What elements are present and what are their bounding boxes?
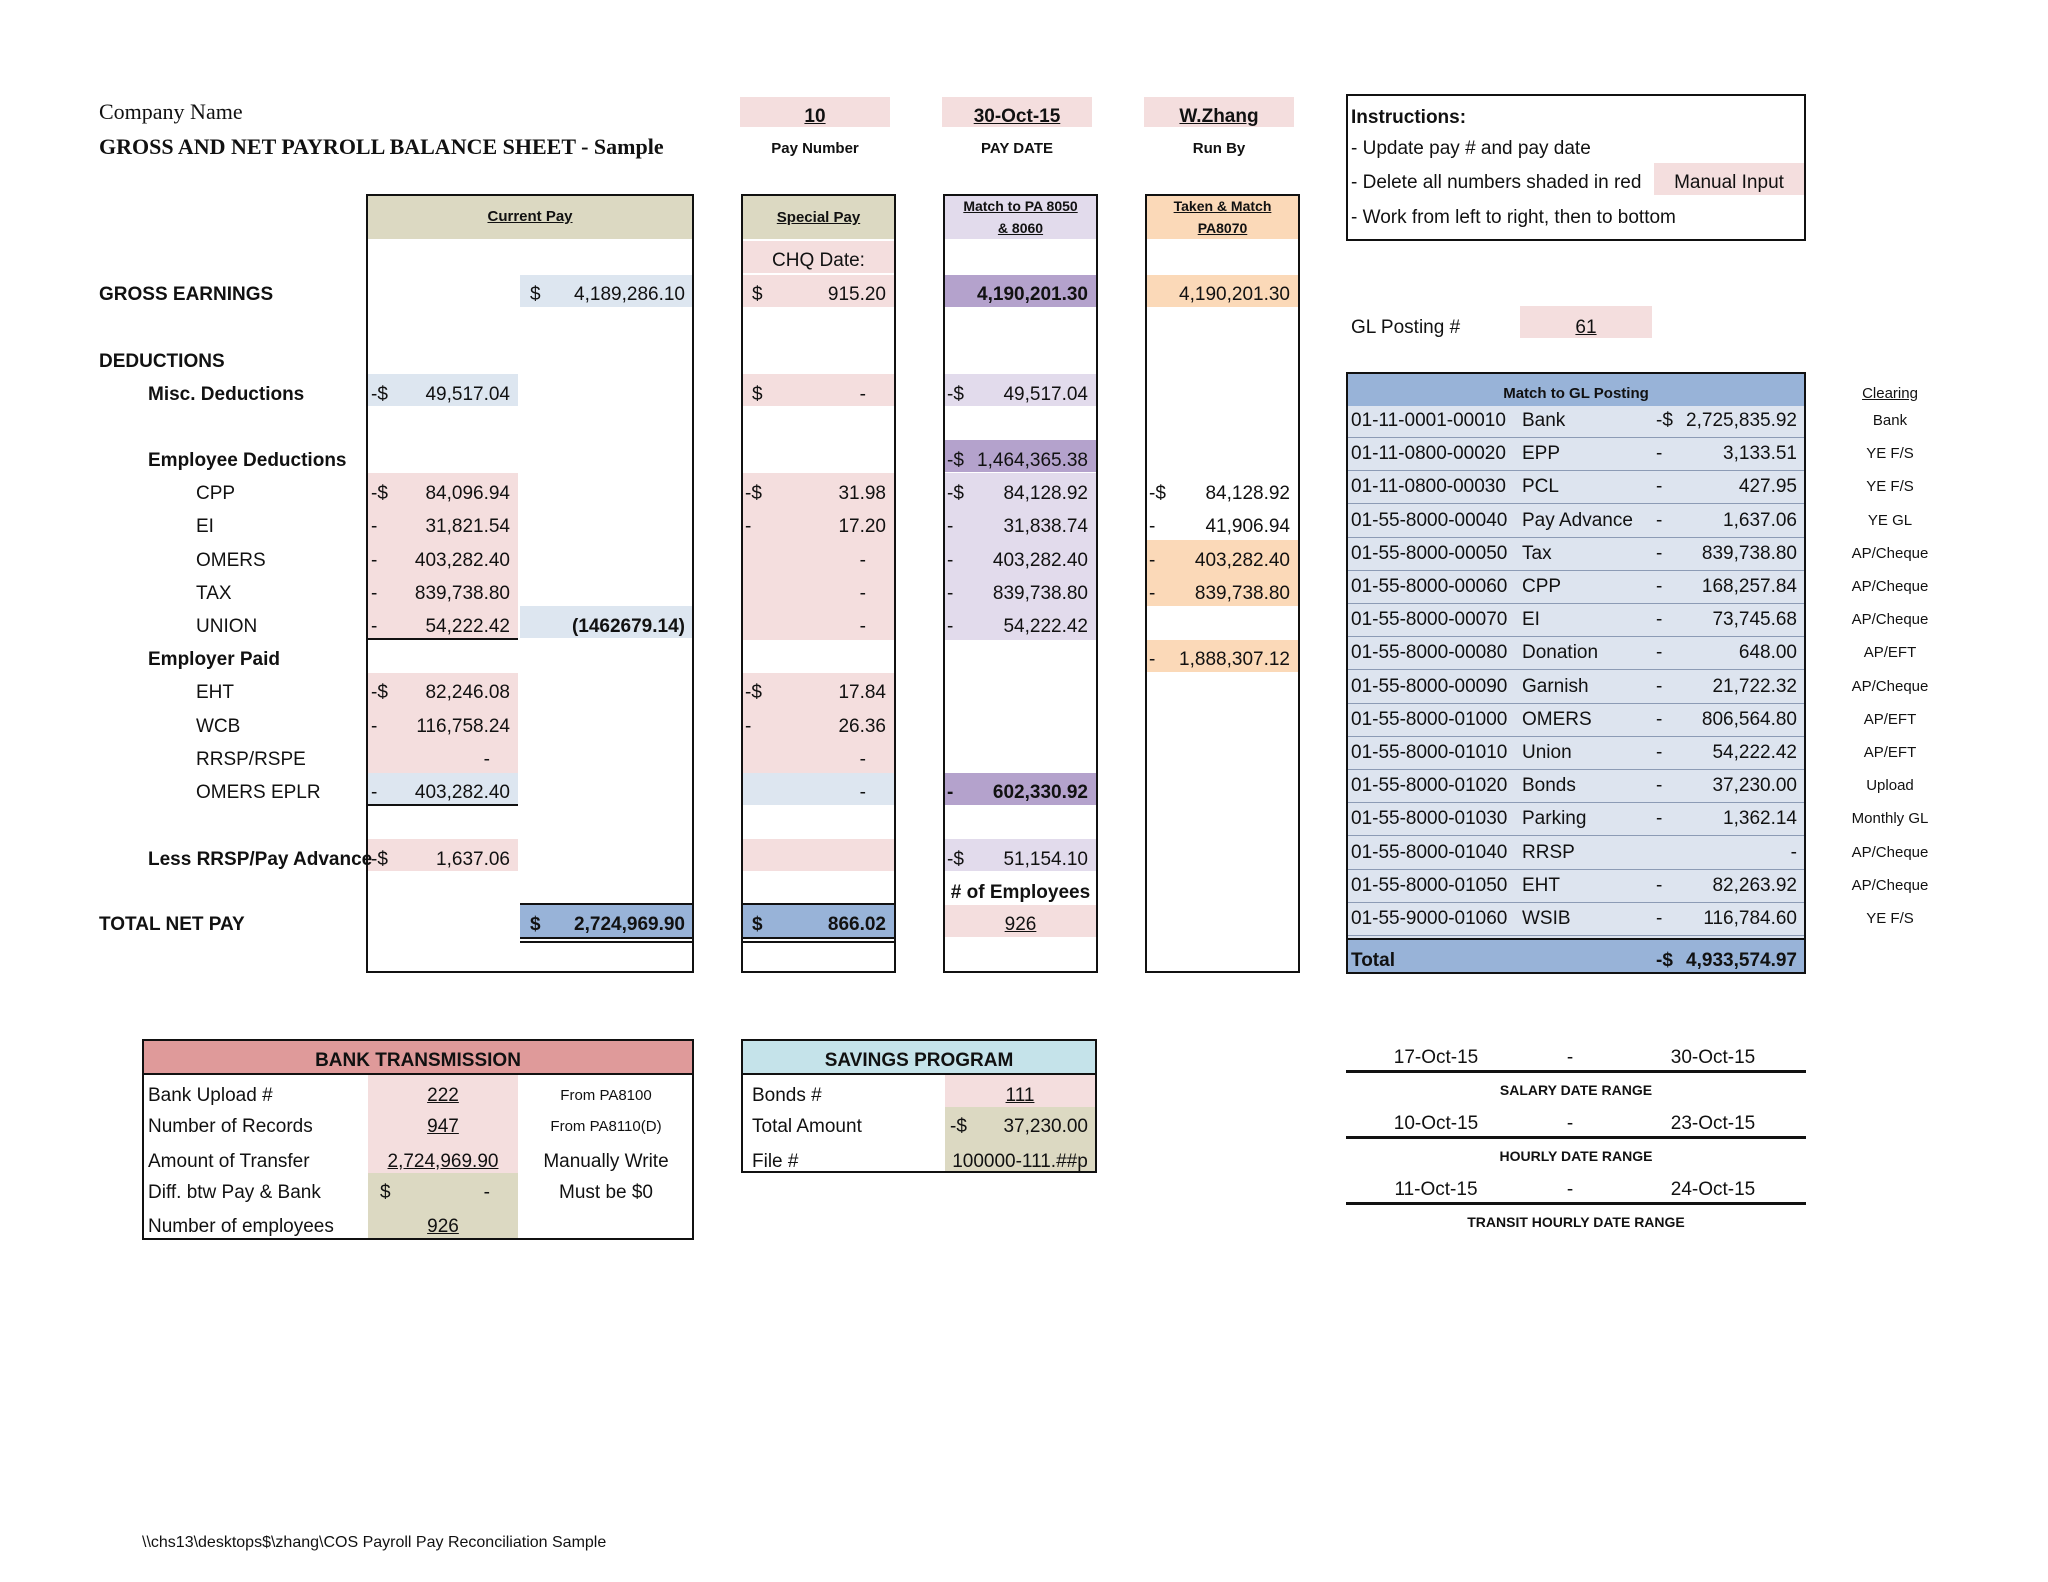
bank-transmission-title: BANK TRANSMISSION — [315, 1050, 521, 1071]
rrsp-current-value: - — [483, 749, 490, 770]
eht-label: EHT — [196, 682, 234, 703]
gl-amount: 73,745.68 — [1712, 609, 1797, 630]
ei-match-sign: - — [947, 516, 954, 537]
ei-match-value: 31,838.74 — [1003, 516, 1088, 537]
gl-row-divider — [1348, 570, 1804, 571]
gl-amount: 3,133.51 — [1723, 443, 1797, 464]
employees-value: 926 — [1004, 914, 1037, 935]
employer-taken-sign: - — [1149, 649, 1156, 670]
date-range-label: TRANSIT HOURLY DATE RANGE — [1467, 1214, 1685, 1230]
gl-total-sign: -$ — [1656, 950, 1673, 971]
wcb-current-sign: - — [371, 716, 378, 737]
rrsp-label: RRSP/RSPE — [196, 749, 306, 770]
gl-account-number: 01-55-8000-00070 — [1351, 609, 1508, 630]
gl-account-number: 01-55-8000-01050 — [1351, 875, 1508, 896]
eht-special-sign: -$ — [745, 682, 762, 703]
gl-row-divider — [1348, 902, 1804, 903]
gl-account-number: 01-55-8000-01040 — [1351, 842, 1508, 863]
ei-taken-sign: - — [1149, 516, 1156, 537]
gl-account-name: CPP — [1522, 576, 1562, 597]
less-rrsp-current-value: 1,637.06 — [436, 849, 510, 870]
deductions-label: DEDUCTIONS — [99, 351, 225, 372]
date-range-to: 23-Oct-15 — [1670, 1113, 1756, 1134]
union-current-sign: - — [371, 616, 378, 637]
gl-account-number: 01-55-8000-00060 — [1351, 576, 1508, 597]
records-note: From PA8110(D) — [550, 1118, 662, 1135]
gl-amount-sign: - — [1656, 543, 1663, 564]
omers-eplr-current-sign: - — [371, 782, 378, 803]
omers-eplr-label: OMERS EPLR — [196, 782, 321, 803]
date-range-separator: - — [1566, 1047, 1574, 1068]
gl-amount: 427.95 — [1738, 476, 1797, 497]
gl-match-title: Match to GL Posting — [1503, 385, 1649, 402]
omers-eplr-underline — [368, 804, 518, 806]
net-pay-special-value: 866.02 — [827, 914, 886, 935]
gl-row-divider — [1348, 636, 1804, 637]
gl-amount: 2,725,835.92 — [1686, 410, 1797, 431]
gl-row-divider — [1348, 503, 1804, 504]
gross-current-total: 4,189,286.10 — [574, 284, 685, 305]
less-rrsp-special-cell[interactable] — [743, 839, 894, 871]
gl-clearing: AP/EFT — [1863, 711, 1917, 728]
tax-taken-sign: - — [1149, 583, 1156, 604]
gl-amount: 1,362.14 — [1723, 808, 1797, 829]
gl-row-divider — [1348, 935, 1804, 936]
date-range-to: 30-Oct-15 — [1670, 1047, 1756, 1068]
gl-row-divider — [1348, 802, 1804, 803]
gl-total-topline — [1348, 938, 1804, 940]
gl-amount-sign: - — [1656, 676, 1663, 697]
tax-taken-value: 839,738.80 — [1194, 583, 1290, 604]
gl-account-name: Pay Advance — [1522, 510, 1633, 531]
misc-current-value: 49,517.04 — [425, 384, 510, 405]
file-label: File # — [752, 1151, 799, 1172]
gl-account-number: 01-55-8000-00090 — [1351, 676, 1508, 697]
cpp-taken-sign: -$ — [1149, 483, 1166, 504]
gl-account-number: 01-55-8000-01000 — [1351, 709, 1508, 730]
gl-clearing: AP/Cheque — [1851, 877, 1929, 894]
less-rrsp-match-sign: -$ — [947, 849, 964, 870]
omers-eplr-current-value: 403,282.40 — [414, 782, 510, 803]
union-current-value: 54,222.42 — [425, 616, 510, 637]
cpp-current-sign: -$ — [371, 483, 388, 504]
date-range-to: 24-Oct-15 — [1670, 1179, 1756, 1200]
current-pay-header: Current Pay — [487, 208, 573, 225]
union-label: UNION — [196, 616, 258, 637]
records-label: Number of Records — [148, 1116, 313, 1137]
file-value: 100000-111.##p — [952, 1151, 1088, 1172]
gl-row-divider — [1348, 537, 1804, 538]
taken-header-line-2: PA8070 — [1197, 220, 1248, 236]
gl-amount: 116,784.60 — [1703, 908, 1797, 929]
wcb-special-sign: - — [745, 716, 752, 737]
wcb-special-value: 26.36 — [838, 716, 886, 737]
gl-amount: - — [1790, 842, 1797, 863]
bank-upload-value[interactable]: 222 — [427, 1085, 459, 1106]
gross-taken-value: 4,190,201.30 — [1179, 284, 1290, 305]
tax-match-sign: - — [947, 583, 954, 604]
gl-amount: 168,257.84 — [1701, 576, 1797, 597]
misc-match-value: 49,517.04 — [1003, 384, 1088, 405]
tax-current-sign: - — [371, 583, 378, 604]
cpp-label: CPP — [196, 483, 236, 504]
cpp-special-value: 31.98 — [838, 483, 886, 504]
gl-row-divider — [1348, 736, 1804, 737]
savings-total-label: Total Amount — [752, 1116, 862, 1137]
taken-header-line-1: Taken & Match — [1173, 198, 1272, 214]
gl-clearing: Monthly GL — [1851, 810, 1929, 827]
chq-date-label: CHQ Date: — [772, 250, 865, 271]
manual-input-label: Manual Input — [1674, 172, 1784, 193]
net-pay-current-sign: $ — [530, 914, 541, 935]
savings-total-value: 37,230.00 — [1003, 1116, 1088, 1137]
pay-number-value: 10 — [804, 106, 826, 127]
ei-current-value: 31,821.54 — [425, 516, 510, 537]
net-pay-current-topline — [520, 903, 692, 905]
date-range-separator: - — [1566, 1113, 1574, 1134]
ei-special-value: 17.20 — [838, 516, 886, 537]
gl-amount: 54,222.42 — [1712, 742, 1797, 763]
date-range-from: 17-Oct-15 — [1393, 1047, 1479, 1068]
omers-eplr-match-value: 602,330.92 — [992, 782, 1088, 803]
gl-amount-sign: - — [1656, 576, 1663, 597]
less-rrsp-match-value: 51,154.10 — [1003, 849, 1088, 870]
misc-current-sign: -$ — [371, 384, 388, 405]
gl-account-number: 01-55-8000-00050 — [1351, 543, 1508, 564]
total-net-pay-label: TOTAL NET PAY — [99, 914, 245, 935]
savings-title: SAVINGS PROGRAM — [824, 1050, 1014, 1071]
gl-clearing: Bank — [1872, 412, 1908, 429]
gl-clearing: AP/Cheque — [1851, 844, 1929, 861]
gl-account-number: 01-11-0001-00010 — [1351, 410, 1506, 431]
gl-clearing: YE F/S — [1866, 445, 1914, 462]
date-range-from: 11-Oct-15 — [1394, 1179, 1478, 1200]
bonds-value: 111 — [1005, 1085, 1035, 1106]
gl-row-divider — [1348, 703, 1804, 704]
gl-amount: 648.00 — [1738, 642, 1797, 663]
gl-account-number: 01-55-8000-01010 — [1351, 742, 1508, 763]
gl-clearing: AP/EFT — [1863, 644, 1917, 661]
gl-row-divider — [1348, 437, 1804, 438]
gl-posting-value: 61 — [1575, 317, 1597, 338]
gl-account-name: OMERS — [1522, 709, 1592, 730]
run-by-value: W.Zhang — [1179, 106, 1259, 127]
omers-eplr-special-value: - — [859, 782, 866, 803]
gl-clearing: YE F/S — [1866, 478, 1914, 495]
gl-account-name: Bank — [1522, 410, 1566, 431]
gl-account-name: RRSP — [1522, 842, 1575, 863]
gl-row-divider — [1348, 470, 1804, 471]
transfer-amount-value[interactable]: 2,724,969.90 — [387, 1151, 499, 1172]
gl-row-divider — [1348, 769, 1804, 770]
gl-clearing: YE F/S — [1866, 910, 1914, 927]
cpp-match-value: 84,128.92 — [1003, 483, 1088, 504]
instructions-line-1: - Update pay # and pay date — [1351, 138, 1591, 159]
records-value[interactable]: 947 — [427, 1116, 459, 1137]
gl-account-name: EPP — [1522, 443, 1561, 464]
gl-amount: 1,637.06 — [1723, 510, 1797, 531]
employer-taken-value: 1,888,307.12 — [1179, 649, 1290, 670]
eht-special-value: 17.84 — [838, 682, 886, 703]
wcb-current-value: 116,758.24 — [416, 716, 510, 737]
gl-amount-sign: - — [1656, 642, 1663, 663]
net-pay-current-underline-2 — [520, 941, 692, 943]
bank-upload-note: From PA8100 — [560, 1087, 652, 1104]
gl-row-divider — [1348, 603, 1804, 604]
wcb-label: WCB — [196, 716, 241, 737]
date-range-label: HOURLY DATE RANGE — [1499, 1148, 1653, 1164]
gl-amount-sign: - — [1656, 709, 1663, 730]
clearing-header: Clearing — [1862, 385, 1918, 402]
gl-amount-sign: - — [1656, 476, 1663, 497]
ei-taken-value: 41,906.94 — [1205, 516, 1290, 537]
omers-match-sign: - — [947, 550, 954, 571]
date-range-rule — [1346, 1202, 1806, 1205]
net-pay-special-sign: $ — [752, 914, 763, 935]
savings-total-sign: -$ — [950, 1116, 967, 1137]
gl-posting-label: GL Posting # — [1351, 317, 1461, 338]
gl-amount-sign: - — [1656, 510, 1663, 531]
misc-special-sign: $ — [752, 384, 763, 405]
gross-current-sign: $ — [530, 284, 541, 305]
gl-total-amount: 4,933,574.97 — [1686, 950, 1797, 971]
less-rrsp-label: Less RRSP/Pay Advance — [148, 849, 373, 870]
gl-amount: 37,230.00 — [1712, 775, 1797, 796]
match-header-line-2: & 8060 — [997, 220, 1044, 236]
cpp-taken-value: 84,128.92 — [1205, 483, 1290, 504]
date-range-label: SALARY DATE RANGE — [1499, 1082, 1653, 1098]
employee-deductions-label: Employee Deductions — [148, 450, 347, 471]
gl-row-divider — [1348, 835, 1804, 836]
company-name: Company Name — [99, 99, 243, 124]
gl-amount-sign: - — [1656, 742, 1663, 763]
tax-current-value: 839,738.80 — [414, 583, 510, 604]
gl-amount: 839,738.80 — [1701, 543, 1797, 564]
pay-date-value: 30-Oct-15 — [973, 106, 1061, 127]
diff-sign: $ — [380, 1182, 391, 1203]
gl-account-number: 01-11-0800-00020 — [1351, 443, 1506, 464]
tax-special-value: - — [859, 583, 866, 604]
gl-amount: 82,263.92 — [1712, 875, 1797, 896]
page-title: GROSS AND NET PAYROLL BALANCE SHEET - Sample — [99, 134, 664, 159]
diff-label: Diff. btw Pay & Bank — [148, 1182, 321, 1203]
cpp-special-sign: -$ — [745, 483, 762, 504]
gl-account-name: Union — [1522, 742, 1572, 763]
union-special-value: - — [859, 616, 866, 637]
union-underline — [368, 638, 518, 640]
gl-clearing: AP/Cheque — [1851, 678, 1929, 695]
cpp-current-value: 84,096.94 — [425, 483, 510, 504]
gl-account-name: Parking — [1522, 808, 1587, 829]
gl-amount-sign: - — [1656, 609, 1663, 630]
omers-eplr-match-sign: - — [947, 782, 954, 803]
rrsp-special-value: - — [859, 749, 866, 770]
gl-amount-sign: - — [1656, 443, 1663, 464]
transfer-amount-label: Amount of Transfer — [148, 1151, 310, 1172]
gl-account-number: 01-55-9000-01060 — [1351, 908, 1508, 929]
gl-account-name: Tax — [1522, 543, 1552, 564]
gl-account-name: Bonds — [1522, 775, 1576, 796]
gl-account-number: 01-11-0800-00030 — [1351, 476, 1506, 497]
gl-clearing: AP/Cheque — [1851, 611, 1929, 628]
omers-match-value: 403,282.40 — [992, 550, 1088, 571]
omers-taken-sign: - — [1149, 550, 1156, 571]
run-by-label: Run By — [1192, 140, 1246, 157]
instructions-line-3: - Work from left to right, then to bottom — [1351, 207, 1676, 228]
pay-date-label: PAY DATE — [981, 140, 1053, 157]
ei-special-sign: - — [745, 516, 752, 537]
bank-upload-label: Bank Upload # — [148, 1085, 273, 1106]
misc-match-sign: -$ — [947, 384, 964, 405]
diff-value: - — [483, 1182, 490, 1203]
gl-account-name: Garnish — [1522, 676, 1589, 697]
net-pay-special-topline — [743, 903, 894, 905]
gl-amount-sign: - — [1656, 908, 1663, 929]
deductions-total-value: (1462679.14) — [571, 616, 685, 637]
gl-clearing: AP/EFT — [1863, 744, 1917, 761]
emp-ded-match-sign: -$ — [947, 450, 964, 471]
match-header-line-1: Match to PA 8050 — [963, 198, 1078, 214]
tax-match-value: 839,738.80 — [992, 583, 1088, 604]
gl-row-divider — [1348, 669, 1804, 670]
bank-employees-label: Number of employees — [148, 1216, 334, 1237]
gl-amount-sign: - — [1656, 775, 1663, 796]
gl-account-number: 01-55-8000-00040 — [1351, 510, 1508, 531]
less-rrsp-current-sign: -$ — [371, 849, 388, 870]
gl-account-number: 01-55-8000-01030 — [1351, 808, 1508, 829]
date-range-rule — [1346, 1070, 1806, 1073]
misc-deductions-label: Misc. Deductions — [148, 384, 305, 405]
emp-ded-match-value: 1,464,365.38 — [977, 450, 1088, 471]
cpp-match-sign: -$ — [947, 483, 964, 504]
net-pay-special-underline-1 — [743, 937, 894, 939]
instructions-line-2: - Delete all numbers shaded in red — [1351, 172, 1642, 193]
date-range-from: 10-Oct-15 — [1393, 1113, 1479, 1134]
omers-current-sign: - — [371, 550, 378, 571]
gl-amount-sign: - — [1656, 875, 1663, 896]
gl-account-name: EI — [1522, 609, 1540, 630]
file-path-footer: \\chs13\desktops$\zhang\COS Payroll Pay Reconciliation Sample — [142, 1534, 607, 1551]
gross-special-sign: $ — [752, 284, 763, 305]
date-range-separator: - — [1566, 1179, 1574, 1200]
gl-account-number: 01-55-8000-01020 — [1351, 775, 1508, 796]
eht-current-sign: -$ — [371, 682, 388, 703]
net-pay-current-value: 2,724,969.90 — [574, 914, 685, 935]
ei-label: EI — [196, 516, 214, 537]
omers-special-value: - — [859, 550, 866, 571]
gl-row-divider — [1348, 869, 1804, 870]
gl-account-name: EHT — [1522, 875, 1560, 896]
gl-account-name: WSIB — [1522, 908, 1571, 929]
special-pay-header: Special Pay — [776, 209, 861, 226]
bonds-label: Bonds # — [752, 1085, 822, 1106]
omers-current-value: 403,282.40 — [414, 550, 510, 571]
employees-label: # of Employees — [950, 882, 1091, 903]
date-range-rule — [1346, 1136, 1806, 1139]
gl-clearing: AP/Cheque — [1851, 578, 1929, 595]
gross-match-value: 4,190,201.30 — [977, 284, 1088, 305]
gl-amount: 806,564.80 — [1701, 709, 1797, 730]
pay-number-label: Pay Number — [771, 140, 859, 157]
employer-paid-label: Employer Paid — [148, 649, 280, 670]
bank-employees-value: 926 — [427, 1216, 459, 1237]
omers-label: OMERS — [196, 550, 266, 571]
misc-special-value: - — [859, 384, 866, 405]
gl-amount: 21,722.32 — [1712, 676, 1797, 697]
tax-label: TAX — [196, 583, 232, 604]
gross-earnings-label: GROSS EARNINGS — [99, 284, 274, 305]
gl-clearing: YE GL — [1867, 512, 1913, 529]
instructions-title: Instructions: — [1351, 107, 1467, 128]
gl-account-name: Donation — [1522, 642, 1599, 663]
gl-amount-sign: -$ — [1656, 410, 1673, 431]
union-match-value: 54,222.42 — [1003, 616, 1088, 637]
transfer-amount-note: Manually Write — [543, 1151, 669, 1172]
gross-special-value: 915.20 — [827, 284, 886, 305]
gl-account-number: 01-55-8000-00080 — [1351, 642, 1508, 663]
gl-amount-sign: - — [1656, 808, 1663, 829]
union-match-sign: - — [947, 616, 954, 637]
gl-clearing: AP/Cheque — [1851, 545, 1929, 562]
omers-taken-value: 403,282.40 — [1194, 550, 1290, 571]
net-pay-current-underline-1 — [520, 937, 692, 939]
diff-note: Must be $0 — [559, 1182, 653, 1203]
gl-total-label: Total — [1351, 950, 1395, 971]
net-pay-special-underline-2 — [743, 941, 894, 943]
ei-current-sign: - — [371, 516, 378, 537]
eht-current-value: 82,246.08 — [425, 682, 510, 703]
gl-account-name: PCL — [1522, 476, 1559, 497]
gl-clearing: Upload — [1866, 777, 1914, 794]
